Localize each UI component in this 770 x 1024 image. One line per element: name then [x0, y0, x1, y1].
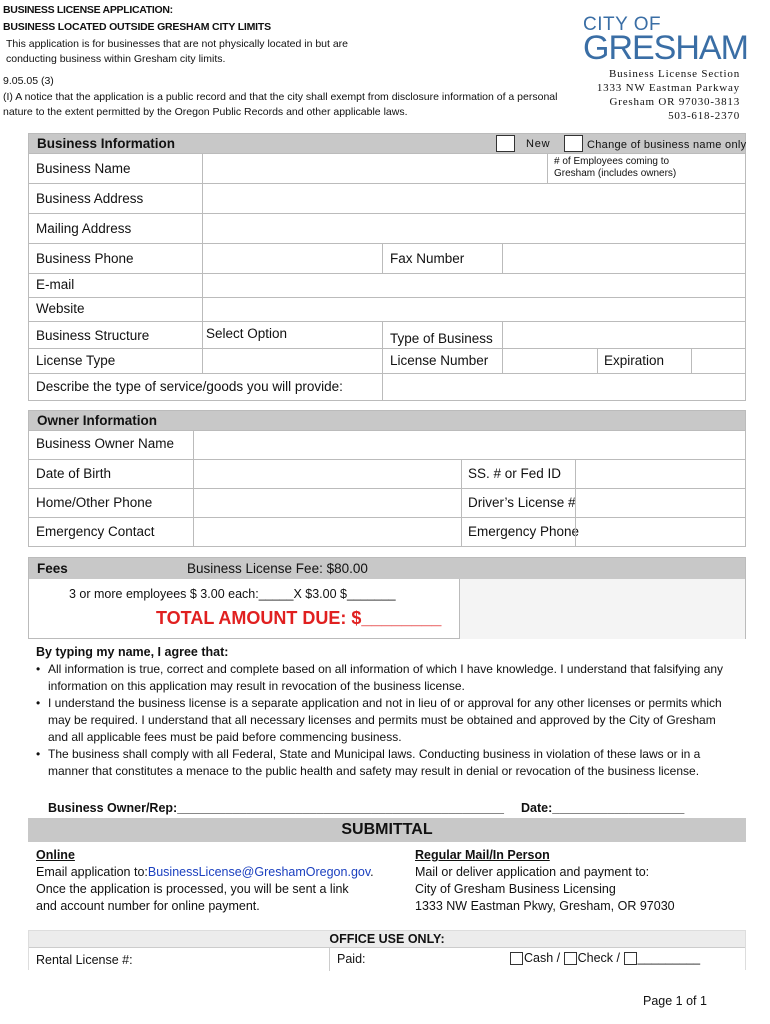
- business-name-label: Business Name: [36, 161, 131, 176]
- online-instructions: Once the application is processed, you will be sent a link and account number for online payment.: [36, 882, 349, 913]
- section-heading: Owner Information: [37, 413, 158, 428]
- fees-body: [29, 579, 745, 639]
- describe-label: Describe the type of service/goods you will provide:: [36, 379, 343, 394]
- signature-line[interactable]: Business Owner/Rep:_______________________________________________: [48, 801, 504, 815]
- total-amount-due: TOTAL AMOUNT DUE: $________: [156, 608, 442, 628]
- license-number-label: License Number: [390, 353, 489, 368]
- employees-label: # of Employees coming to Gresham (includes owners): [554, 156, 677, 179]
- emergency-phone-label: Emergency Phone: [468, 524, 580, 539]
- website-label: Website: [36, 301, 85, 316]
- form-title: BUSINESS LICENSE APPLICATION:: [3, 4, 173, 16]
- type-of-business-field[interactable]: [502, 322, 745, 348]
- section-heading: Fees: [37, 561, 68, 576]
- fax-number-label: Fax Number: [390, 251, 465, 266]
- mailing-address-label: Mailing Address: [36, 221, 132, 236]
- email-link[interactable]: BusinessLicense@GreshamOregon.gov: [147, 865, 371, 879]
- agreement-block: [36, 645, 736, 780]
- address-line: Business License Section: [608, 68, 740, 80]
- address-line: Gresham OR 97030-3813: [609, 96, 740, 108]
- office-use-section: [28, 930, 746, 970]
- drivers-license-field[interactable]: [575, 489, 745, 517]
- employees-field[interactable]: [547, 154, 747, 183]
- check-checkbox[interactable]: [564, 952, 577, 965]
- new-label: New: [526, 138, 551, 150]
- ss-label: SS. # or Fed ID: [468, 466, 562, 481]
- office-address: [597, 67, 740, 123]
- agreement-item: • I understand the business license is a separate application and not in lieu of or approval for any other licenses or permits which may be required. I understand that all necessary licenses and permits must be obtained and approved by the City of Gresham and all applicable fees must be paid before commencing business.: [36, 695, 736, 746]
- business-name-row: [29, 153, 745, 183]
- dob-label: Date of Birth: [36, 466, 112, 481]
- owner-name-field[interactable]: [193, 431, 745, 459]
- online-title: Online: [36, 848, 75, 862]
- business-address-field[interactable]: [202, 184, 745, 213]
- email-row: [29, 273, 745, 297]
- business-phone-field[interactable]: [202, 244, 382, 273]
- owner-info-heading: [29, 411, 745, 430]
- change-name-label: Change of business name only: [587, 139, 747, 151]
- online-email-line: [36, 864, 396, 881]
- change-name-checkbox[interactable]: [564, 135, 583, 152]
- mail-line: Mail or deliver application and payment to:: [415, 865, 650, 879]
- rental-license-label: Rental License #:: [36, 953, 133, 967]
- page-number: Page 1 of 1: [643, 994, 707, 1008]
- date-line[interactable]: Date:___________________: [521, 801, 685, 815]
- other-label: _________: [637, 951, 701, 965]
- intro-text: This application is for businesses that are not physically located in but are conducting business within Gresham city limits.: [6, 38, 349, 65]
- mail-title: Regular Mail/In Person: [415, 848, 550, 862]
- ss-field[interactable]: [575, 460, 745, 488]
- emergency-contact-label: Emergency Contact: [36, 524, 155, 539]
- office-use-row: [29, 947, 745, 971]
- logo-city-text: CITY OF: [583, 14, 662, 35]
- fees-section: [28, 557, 746, 639]
- mailing-address-field[interactable]: [202, 214, 745, 243]
- address-line: 503-618-2370: [668, 110, 740, 122]
- office-use-heading: OFFICE USE ONLY:: [329, 932, 445, 946]
- logo-gresham-text: GRESHAM: [583, 29, 748, 67]
- business-address-label: Business Address: [36, 191, 144, 206]
- code-reference: 9.05.05 (3): [3, 75, 54, 87]
- owner-phone-row: [29, 488, 745, 517]
- cash-label: Cash /: [524, 951, 561, 965]
- describe-row: [29, 373, 745, 401]
- business-structure-select[interactable]: [202, 322, 382, 348]
- cash-checkbox[interactable]: [510, 952, 523, 965]
- mail-line: City of Gresham Business Licensing: [415, 882, 616, 896]
- address-line: 1333 NW Eastman Parkway: [596, 82, 740, 94]
- emergency-phone-field[interactable]: [575, 518, 745, 547]
- owner-information-section: [28, 410, 746, 547]
- emergency-row: [29, 517, 745, 547]
- license-row: [29, 348, 745, 373]
- email-label: E-mail: [36, 277, 75, 292]
- payment-options: [510, 951, 700, 965]
- mail-line: 1333 NW Eastman Pkwy, Gresham, OR 97030: [415, 899, 675, 913]
- license-fee-text: Business License Fee: $80.00: [187, 561, 368, 576]
- phone-row: [29, 243, 745, 273]
- email-field[interactable]: [202, 274, 745, 297]
- fax-number-field[interactable]: [502, 244, 745, 273]
- emergency-contact-field[interactable]: [193, 518, 461, 547]
- business-phone-label: Business Phone: [36, 251, 134, 266]
- website-row: [29, 297, 745, 321]
- fees-side-field[interactable]: [459, 579, 745, 639]
- online-email-prefix: Email application to:: [36, 865, 148, 879]
- online-email-suffix: .: [370, 865, 374, 879]
- form-subtitle: BUSINESS LOCATED OUTSIDE GRESHAM CITY LIMITS: [3, 21, 271, 33]
- license-type-field[interactable]: [202, 349, 382, 373]
- dob-field[interactable]: [193, 460, 461, 488]
- expiration-label: Expiration: [604, 353, 665, 368]
- mail-submittal: [415, 847, 745, 915]
- business-structure-label: Business Structure: [36, 328, 150, 343]
- structure-row: [29, 321, 745, 348]
- agreement-list: [36, 661, 736, 780]
- owner-name-row: [29, 430, 745, 459]
- mailing-address-row: [29, 213, 745, 243]
- online-submittal: [36, 847, 396, 915]
- website-field[interactable]: [202, 298, 745, 321]
- fees-heading: [29, 558, 745, 579]
- owner-name-label: Business Owner Name: [36, 436, 175, 451]
- select-option-text: Select Option: [206, 326, 288, 341]
- paid-cell: [329, 948, 745, 971]
- employee-fee-text: 3 or more employees $ 3.00 each:_____X $3.00 $_______: [69, 587, 396, 601]
- public-record-notice: (I) A notice that the application is a public record and that the city shall exempt from disclosure information of a personal nature to the extent permitted by the Oregon Public Records and other applicable laws.: [3, 91, 558, 118]
- drivers-license-label: Driver’s License #: [468, 495, 576, 510]
- submittal-heading: SUBMITTAL: [28, 818, 746, 842]
- license-type-label: License Type: [36, 353, 116, 368]
- business-information-section: [28, 133, 746, 401]
- new-checkbox[interactable]: [496, 135, 515, 152]
- paid-label: Paid:: [337, 952, 366, 966]
- home-phone-label: Home/Other Phone: [36, 495, 153, 510]
- agreement-item: • All information is true, correct and complete based on all information of which I have knowledge. I understand that falsifying any information on this application may result in revocation of the business license.: [36, 661, 736, 695]
- business-address-row: [29, 183, 745, 213]
- section-heading: Business Information: [37, 136, 176, 151]
- type-of-business-label: Type of Business: [390, 331, 493, 346]
- license-number-field[interactable]: [502, 349, 597, 373]
- dob-row: [29, 459, 745, 488]
- other-checkbox[interactable]: [624, 952, 637, 965]
- agreement-heading: By typing my name, I agree that:: [36, 645, 229, 659]
- describe-field[interactable]: [382, 374, 745, 401]
- home-phone-field[interactable]: [193, 489, 461, 517]
- check-label: Check /: [577, 951, 621, 965]
- agreement-item: • The business shall comply with all Federal, State and Municipal laws. Conducting business in violation of these laws or in a manner that constitutes a menace to the public health and safety may result in denial or revocation of the business license.: [36, 746, 736, 780]
- expiration-field[interactable]: [691, 349, 745, 373]
